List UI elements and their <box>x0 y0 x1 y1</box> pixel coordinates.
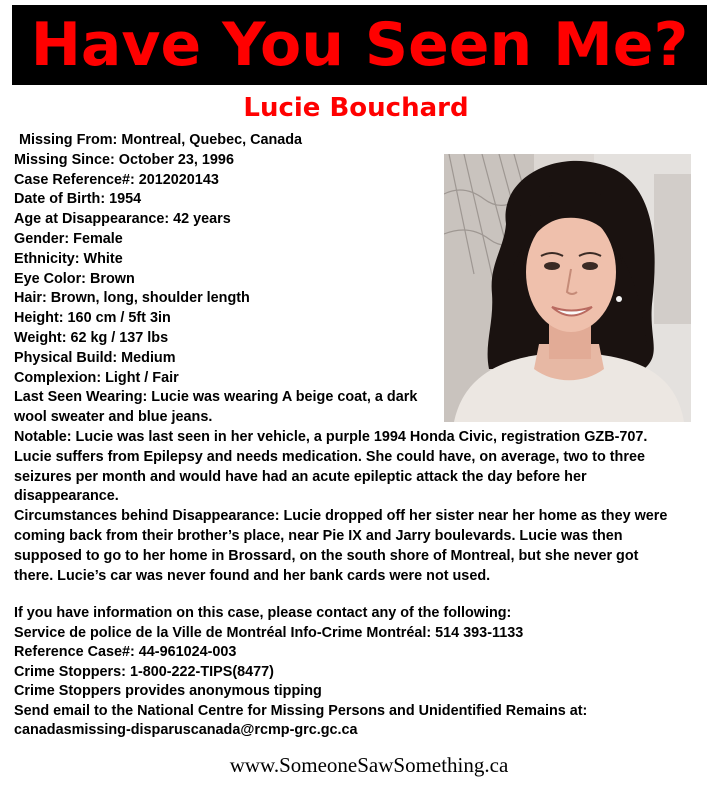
contact-email-intro: Send email to the National Centre for Missing Persons and Unidentified Remains at: <box>14 702 588 719</box>
contact-reference-case: Reference Case#: 44-961024-003 <box>14 644 237 660</box>
contact-crime-stoppers: Crime Stoppers: 1-800-222-TIPS(8477) <box>14 663 274 680</box>
case-details <box>14 131 679 586</box>
detail-eye-color: Eye Color: Brown <box>14 270 135 287</box>
missing-person-name: Lucie Bouchard <box>243 93 469 123</box>
detail-physical-build: Physical Build: Medium <box>14 349 176 366</box>
detail-circumstances: Circumstances behind Disappearance: Lucie dropped off her sister near her home as they were coming back from their brother’s place, near Pie IX and Jarry boulevards. Lucie was then supposed to go to her home in Brossard, on the south shore of Montreal, but she never got there. Lucie’s car was never found and her bank cards were not used. <box>14 508 668 584</box>
detail-date-of-birth: Date of Birth: 1954 <box>14 191 142 208</box>
contact-email-address: canadasmissing-disparuscanada@rcmp-grc.gc.ca <box>14 722 358 738</box>
detail-missing-from: Missing From: Montreal, Quebec, Canada <box>19 132 303 148</box>
detail-hair: Hair: Brown, long, shoulder length <box>14 290 250 307</box>
detail-height: Height: 160 cm / 5ft 3in <box>14 310 171 327</box>
detail-ethnicity: Ethnicity: White <box>14 250 123 267</box>
detail-missing-since: Missing Since: October 23, 1996 <box>14 151 234 168</box>
detail-case-reference: Case Reference#: 2012020143 <box>14 171 219 188</box>
header-banner <box>12 5 707 85</box>
detail-age: Age at Disappearance: 42 years <box>14 211 231 228</box>
detail-last-seen-wearing: Last Seen Wearing: Lucie was wearing A beige coat, a dark wool sweater and blue jeans. <box>14 389 418 426</box>
detail-gender: Gender: Female <box>14 230 123 247</box>
contact-info <box>14 604 704 741</box>
contact-anonymous-tipping: Crime Stoppers provides anonymous tipping <box>14 683 322 699</box>
website-url: www.SomeoneSawSomething.ca <box>229 753 509 777</box>
poster-title: Have You Seen Me? <box>30 10 689 80</box>
detail-notable: Notable: Lucie was last seen in her vehicle, a purple 1994 Honda Civic, registration GZB-707. Lucie suffers from Epilepsy and needs medication. She could have, on average, two to three seizures per month and would have had an acute epileptic attack the day before her disappearance. <box>14 428 648 505</box>
detail-complexion: Complexion: Light / Fair <box>14 369 179 386</box>
contact-police: Service de police de la Ville de Montréal Info-Crime Montréal: 514 393-1133 <box>14 624 524 641</box>
detail-weight: Weight: 62 kg / 137 lbs <box>14 329 169 346</box>
contact-intro: If you have information on this case, please contact any of the following: <box>14 605 512 621</box>
